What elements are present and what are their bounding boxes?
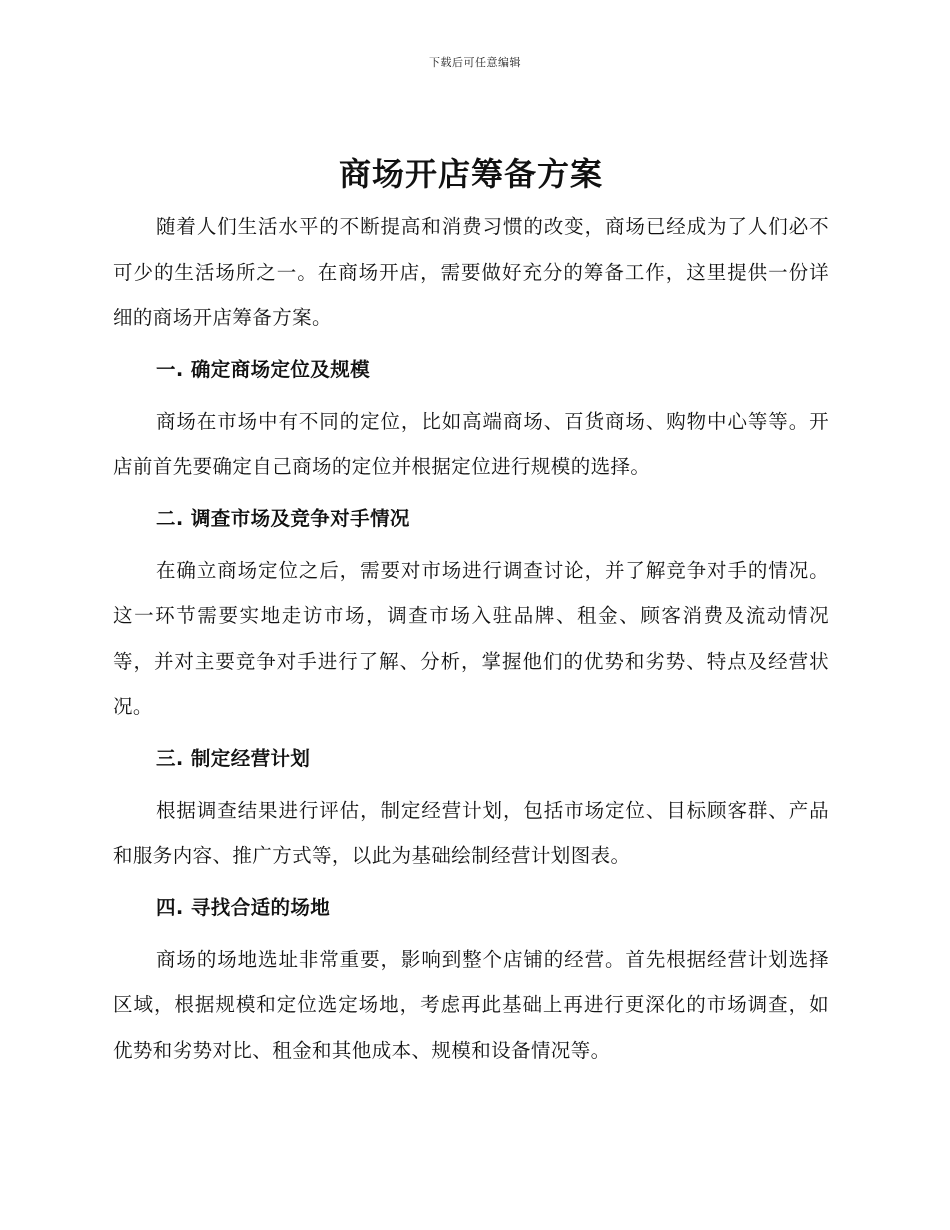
- section-paragraph: 商场的场地选址非常重要，影响到整个店铺的经营。首先根据经营计划选择区域，根据规模和定位选定场地，考虑再此基础上再进行更深化的市场调查，如优势和劣势对比、租金和其他成本、规模和设备情况等。: [113, 947, 829, 1062]
- section-paragraph: 商场在市场中有不同的定位，比如高端商场、百货商场、购物中心等等。开店前首先要确定自己商场的定位并根据定位进行规模的选择。: [113, 409, 829, 478]
- document-title: 商场开店筹备方案: [338, 155, 603, 193]
- section-paragraph: 根据调查结果进行评估，制定经营计划，包括市场定位、目标顾客群、产品和服务内容、推广方式等，以此为基础绘制经营计划图表。: [113, 798, 829, 867]
- section-1: [113, 354, 829, 490]
- intro-paragraph: 随着人们生活水平的不断提高和消费习惯的改变，商场已经成为了人们必不可少的生活场所之一。在商场开店，需要做好充分的筹备工作，这里提供一份详细的商场开店筹备方案。: [113, 215, 829, 329]
- section-heading: 四. 寻找合适的场地: [156, 895, 331, 919]
- section-2: [113, 503, 829, 730]
- document-body: [113, 150, 829, 1073]
- section-heading: 一. 确定商场定位及规模: [156, 357, 370, 381]
- section-heading: 二. 调查市场及竞争对手情况: [156, 506, 410, 530]
- header-note: 下载后可任意编辑: [429, 56, 521, 69]
- section-paragraph: 在确立商场定位之后，需要对市场进行调查讨论，并了解竞争对手的情况。这一环节需要实地走访市场，调查市场入驻品牌、租金、顾客消费及流动情况等，并对主要竞争对手进行了解、分析，掌握他们的优势和劣势、特点及经营状况。: [113, 558, 829, 718]
- section-4: [113, 892, 829, 1074]
- section-heading: 三. 制定经营计划: [156, 746, 311, 770]
- section-3: [113, 743, 829, 879]
